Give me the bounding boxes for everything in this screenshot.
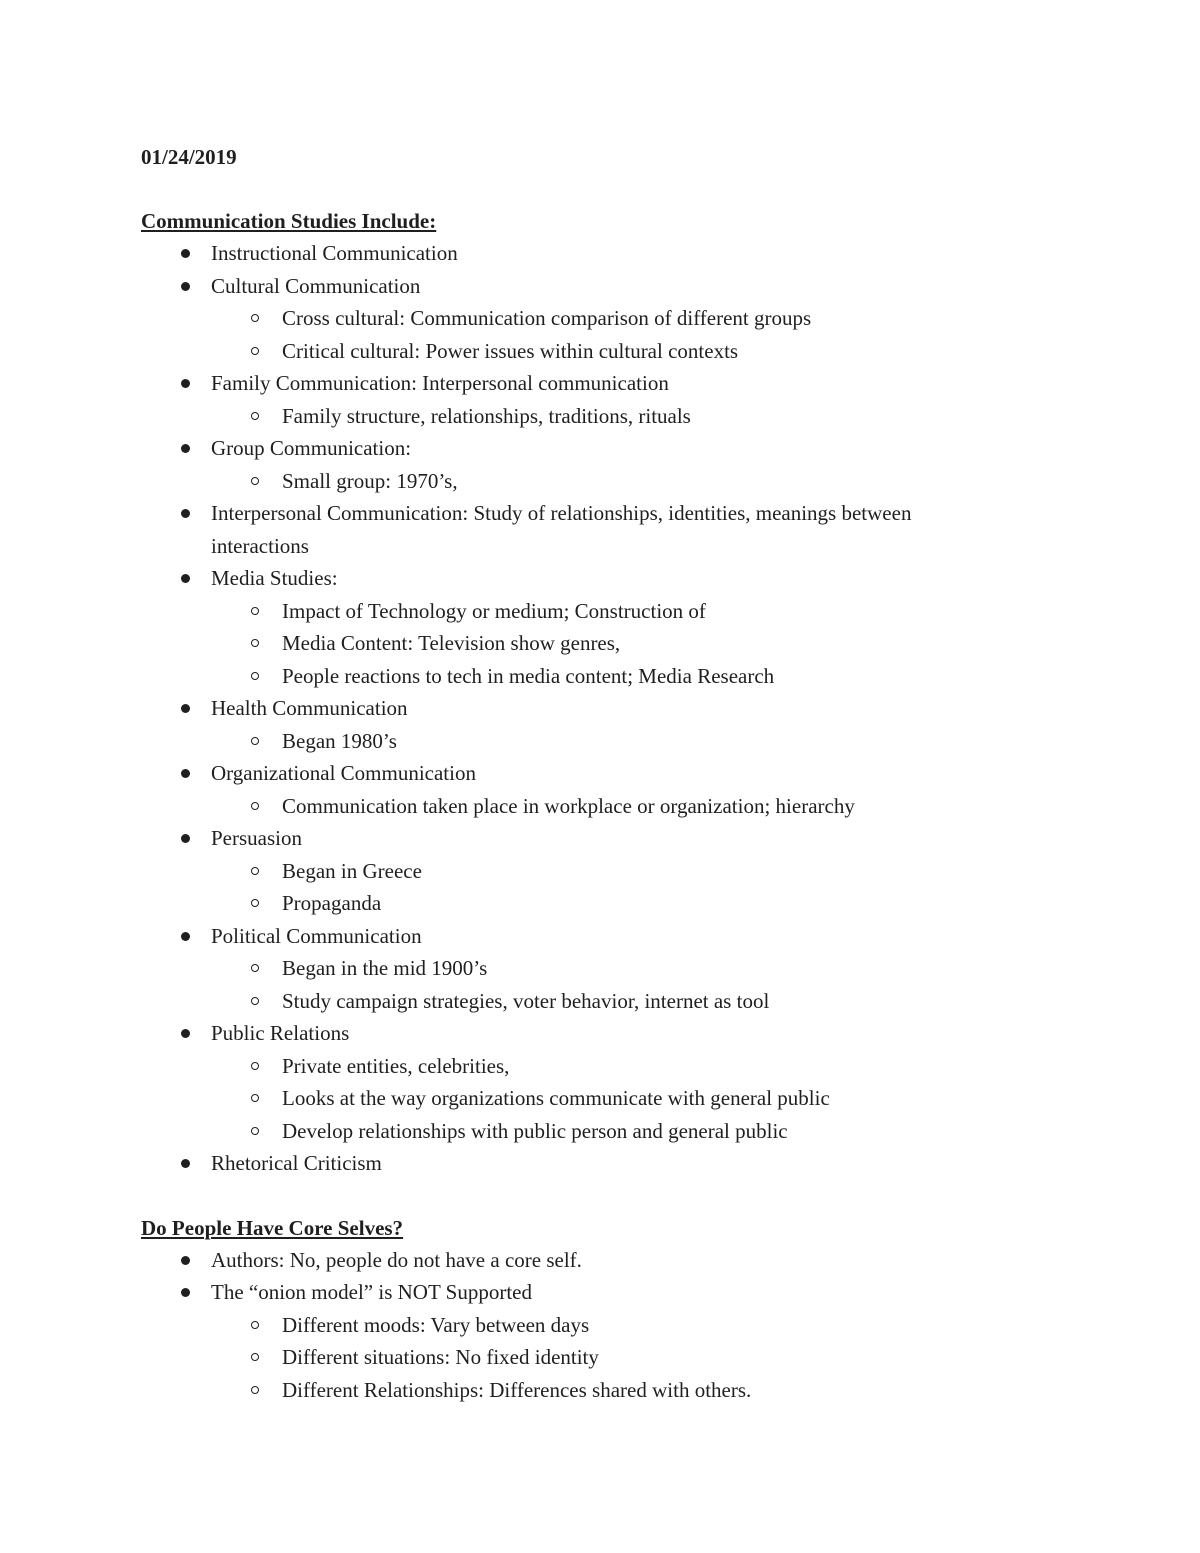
list-item (141, 920, 1060, 1018)
hollow-bullet-icon (251, 639, 259, 647)
filled-bullet-icon (181, 932, 190, 941)
sub-list-item (141, 1050, 1060, 1083)
sub-list-item-text: Began 1980’s (282, 728, 397, 753)
sub-list-item-text: Critical cultural: Power issues within cultural contexts (282, 338, 739, 363)
sub-list-item (141, 1341, 1060, 1374)
list-item-text: Authors: No, people do not have a core self. (211, 1247, 582, 1272)
list-item (141, 692, 1060, 757)
list-item (141, 562, 1060, 692)
hollow-bullet-icon (251, 347, 259, 355)
sub-list (141, 952, 1060, 1017)
sub-list-item-text: People reactions to tech in media content; Media Research (282, 663, 775, 688)
list-item (141, 432, 1060, 497)
list-item-text: Family Communication: Interpersonal communication (211, 371, 669, 395)
hollow-bullet-icon (251, 314, 259, 322)
sub-list (141, 1050, 1060, 1148)
sub-list-item-text: Impact of Technology or medium; Construction of (282, 598, 706, 623)
sub-list-item-text: Began in Greece (282, 858, 422, 883)
list-item (141, 1147, 1060, 1180)
hollow-bullet-icon (251, 737, 259, 745)
sub-list-item-text: Looks at the way organizations communicate with general public (282, 1086, 830, 1110)
sub-list-item-text: Began in the mid 1900’s (282, 956, 488, 980)
sub-list-item-text: Family structure, relationships, traditions, rituals (282, 403, 691, 428)
hollow-bullet-icon (251, 899, 259, 907)
hollow-bullet-icon (251, 477, 259, 485)
section-heading: Communication Studies Include: (141, 209, 437, 233)
list-item-text: Interpersonal Communication: Study of relationships, identities, meanings between interactions (211, 501, 912, 558)
hollow-bullet-icon (251, 1062, 259, 1070)
sub-list-item (141, 855, 1060, 888)
list-item (141, 237, 1060, 270)
filled-bullet-icon (181, 704, 190, 713)
sub-list (141, 790, 1060, 823)
hollow-bullet-icon (251, 1321, 259, 1329)
sub-list (141, 302, 1060, 367)
list-item (141, 270, 1060, 368)
filled-bullet-icon (181, 834, 190, 843)
list-item-text: Instructional Communication (211, 241, 458, 265)
hollow-bullet-icon (251, 997, 259, 1005)
sub-list (141, 595, 1060, 693)
note-date: 01/24/2019 (141, 145, 237, 169)
hollow-bullet-icon (251, 607, 259, 615)
filled-bullet-icon (181, 1256, 190, 1265)
sub-list-item-text: Private entities, celebrities, (282, 1053, 510, 1078)
list-item-text: Media Studies: (211, 566, 338, 590)
filled-bullet-icon (181, 574, 190, 583)
sub-list (141, 1309, 1060, 1407)
filled-bullet-icon (181, 249, 190, 258)
sub-list-item (141, 952, 1060, 985)
sub-list-item (141, 1309, 1060, 1342)
sub-list-item (141, 302, 1060, 335)
sub-list-item-text: Different moods: Vary between days (282, 1312, 590, 1337)
sub-list (141, 400, 1060, 433)
sub-list-item (141, 627, 1060, 660)
hollow-bullet-icon (251, 412, 259, 420)
sub-list (141, 855, 1060, 920)
list-item-text: Public Relations (211, 1021, 350, 1045)
list-item (141, 1244, 1060, 1277)
sub-list-item-text: Study campaign strategies, voter behavior, internet as tool (282, 988, 770, 1013)
sub-list-item-text: Develop relationships with public person and general public (282, 1118, 788, 1143)
sub-list-item (141, 790, 1060, 823)
hollow-bullet-icon (251, 1386, 259, 1394)
list-item-text: Cultural Communication (211, 273, 421, 298)
filled-bullet-icon (181, 444, 190, 453)
bullet-list (141, 237, 1060, 1180)
sections-container (141, 173, 1060, 1406)
sub-list-item-text: Media Content: Television show genres, (282, 631, 621, 655)
sub-list-item-text: Different Relationships: Differences shared with others. (282, 1377, 752, 1402)
sub-list-item (141, 660, 1060, 693)
list-item-text: Group Communication: (211, 436, 412, 460)
filled-bullet-icon (181, 1159, 190, 1168)
sub-list-item (141, 1374, 1060, 1407)
sub-list-item-text: Cross cultural: Communication comparison of different groups (282, 306, 812, 330)
hollow-bullet-icon (251, 802, 259, 810)
hollow-bullet-icon (251, 867, 259, 875)
hollow-bullet-icon (251, 1094, 259, 1102)
section-spacer (141, 1180, 1060, 1212)
hollow-bullet-icon (251, 1127, 259, 1135)
sub-list-item (141, 1082, 1060, 1115)
filled-bullet-icon (181, 282, 190, 291)
sub-list-item-text: Communication taken place in workplace or organization; hierarchy (282, 793, 855, 818)
list-item (141, 1276, 1060, 1406)
sub-list-item (141, 1115, 1060, 1148)
list-item-text: Organizational Communication (211, 761, 476, 785)
filled-bullet-icon (181, 1288, 190, 1297)
hollow-bullet-icon (251, 964, 259, 972)
list-item (141, 497, 1060, 562)
list-item-text: Rhetorical Criticism (211, 1151, 382, 1175)
sub-list-item (141, 400, 1060, 433)
filled-bullet-icon (181, 379, 190, 388)
list-item-text: Persuasion (211, 826, 302, 850)
sub-list (141, 465, 1060, 498)
sub-list-item (141, 725, 1060, 758)
sub-list (141, 725, 1060, 758)
sub-list-item (141, 335, 1060, 368)
list-item-text: The “onion model” is NOT Supported (211, 1280, 532, 1304)
bullet-list (141, 1244, 1060, 1407)
list-item (141, 757, 1060, 822)
hollow-bullet-icon (251, 672, 259, 680)
sub-list-item-text: Propaganda (282, 891, 382, 915)
sub-list-item (141, 595, 1060, 628)
section-spacer (141, 173, 1060, 205)
hollow-bullet-icon (251, 1353, 259, 1361)
filled-bullet-icon (181, 509, 190, 518)
section-heading: Do People Have Core Selves? (141, 1215, 404, 1240)
sub-list-item-text: Small group: 1970’s, (282, 468, 458, 493)
sub-list-item (141, 465, 1060, 498)
list-item-text: Political Communication (211, 923, 422, 948)
list-item (141, 367, 1060, 432)
sub-list-item-text: Different situations: No fixed identity (282, 1345, 599, 1369)
sub-list-item (141, 985, 1060, 1018)
filled-bullet-icon (181, 1029, 190, 1038)
filled-bullet-icon (181, 769, 190, 778)
list-item (141, 822, 1060, 920)
list-item (141, 1017, 1060, 1147)
list-item-text: Health Communication (211, 696, 408, 720)
sub-list-item (141, 887, 1060, 920)
